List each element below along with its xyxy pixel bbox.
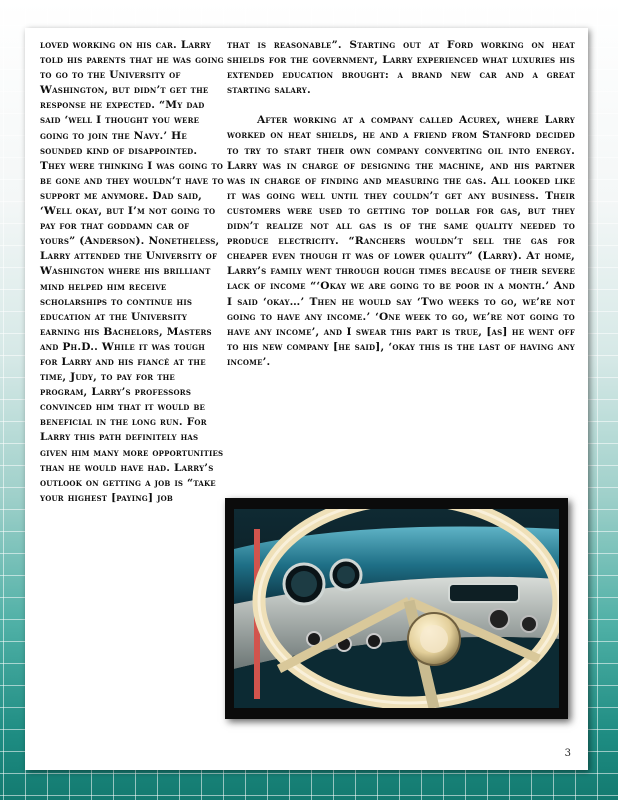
left-text-column bbox=[40, 38, 226, 506]
right-column-paragraph-2: After working at a company called Acurex, where Larry worked on heat shields, he and a friend from Stanford decided to try to start their own company converting oil into energy. Larry was in charge of designing the machine, and his partner was in charge of finding and measuring the gas. All looked like it was going well until they couldn’t get any business. Their customers were used to getting top dollar for gas, but they didn’t realize not all gas is of the same quality needed to produce electricity. “Ranchers wouldn’t sell the gas for cheaper even though it was of lower quality” (Larry). At home, Larry’s family went through rough times because of their severe lack of income “‘Okay we are going to be poor in a month.’ And I said ‘okay…’ Then he would say ‘Two weeks to go, we’re not going to have any income.’ ‘One week to go, we’re not going to have any income’, and I swear this part is true, [as] he went off to his new company [he said], ‘okay this is the last of having any income’. bbox=[227, 114, 575, 368]
right-column-paragraph-1: that is reasonable”. Starting out at Ford working on heat shields for the government, Larry experienced what luxuries his extended education brought: a brand new car and a great starting salary. bbox=[227, 39, 575, 97]
steering-wheel-icon bbox=[234, 509, 559, 708]
left-column-paragraph: loved working on his car. Larry told his parents that he was going to go to the University of Washington, but didn’t get the response he expected. “My dad said ‘well I thought you were going to join the Navy.’ He sounded kind of disappointed. They were thinking I was going to be gone and they wouldn’t have to support me anymore. Dad said, ‘Well okay, but I’m not going to pay for that goddamn car of yours” (Anderson). Nonetheless, Larry attended the University of Washington where his brilliant mind helped him receive scholarships to continue his education at the University earning his Bachelors, Masters and Ph.D.. While it was tough for Larry and his fiancé at the time, Judy, to pay for the program, Larry’s professors convinced him that it would be beneficial in the long run. For Larry this path definitely has given him many more opportunities than he would have had. Larry’s outlook on getting a job is “take your highest [paying] job bbox=[40, 39, 224, 504]
photo-frame bbox=[225, 498, 568, 719]
right-text-column bbox=[227, 38, 575, 370]
page bbox=[25, 28, 588, 770]
car-dashboard-photo bbox=[234, 509, 559, 708]
page-number: 3 bbox=[564, 748, 571, 759]
